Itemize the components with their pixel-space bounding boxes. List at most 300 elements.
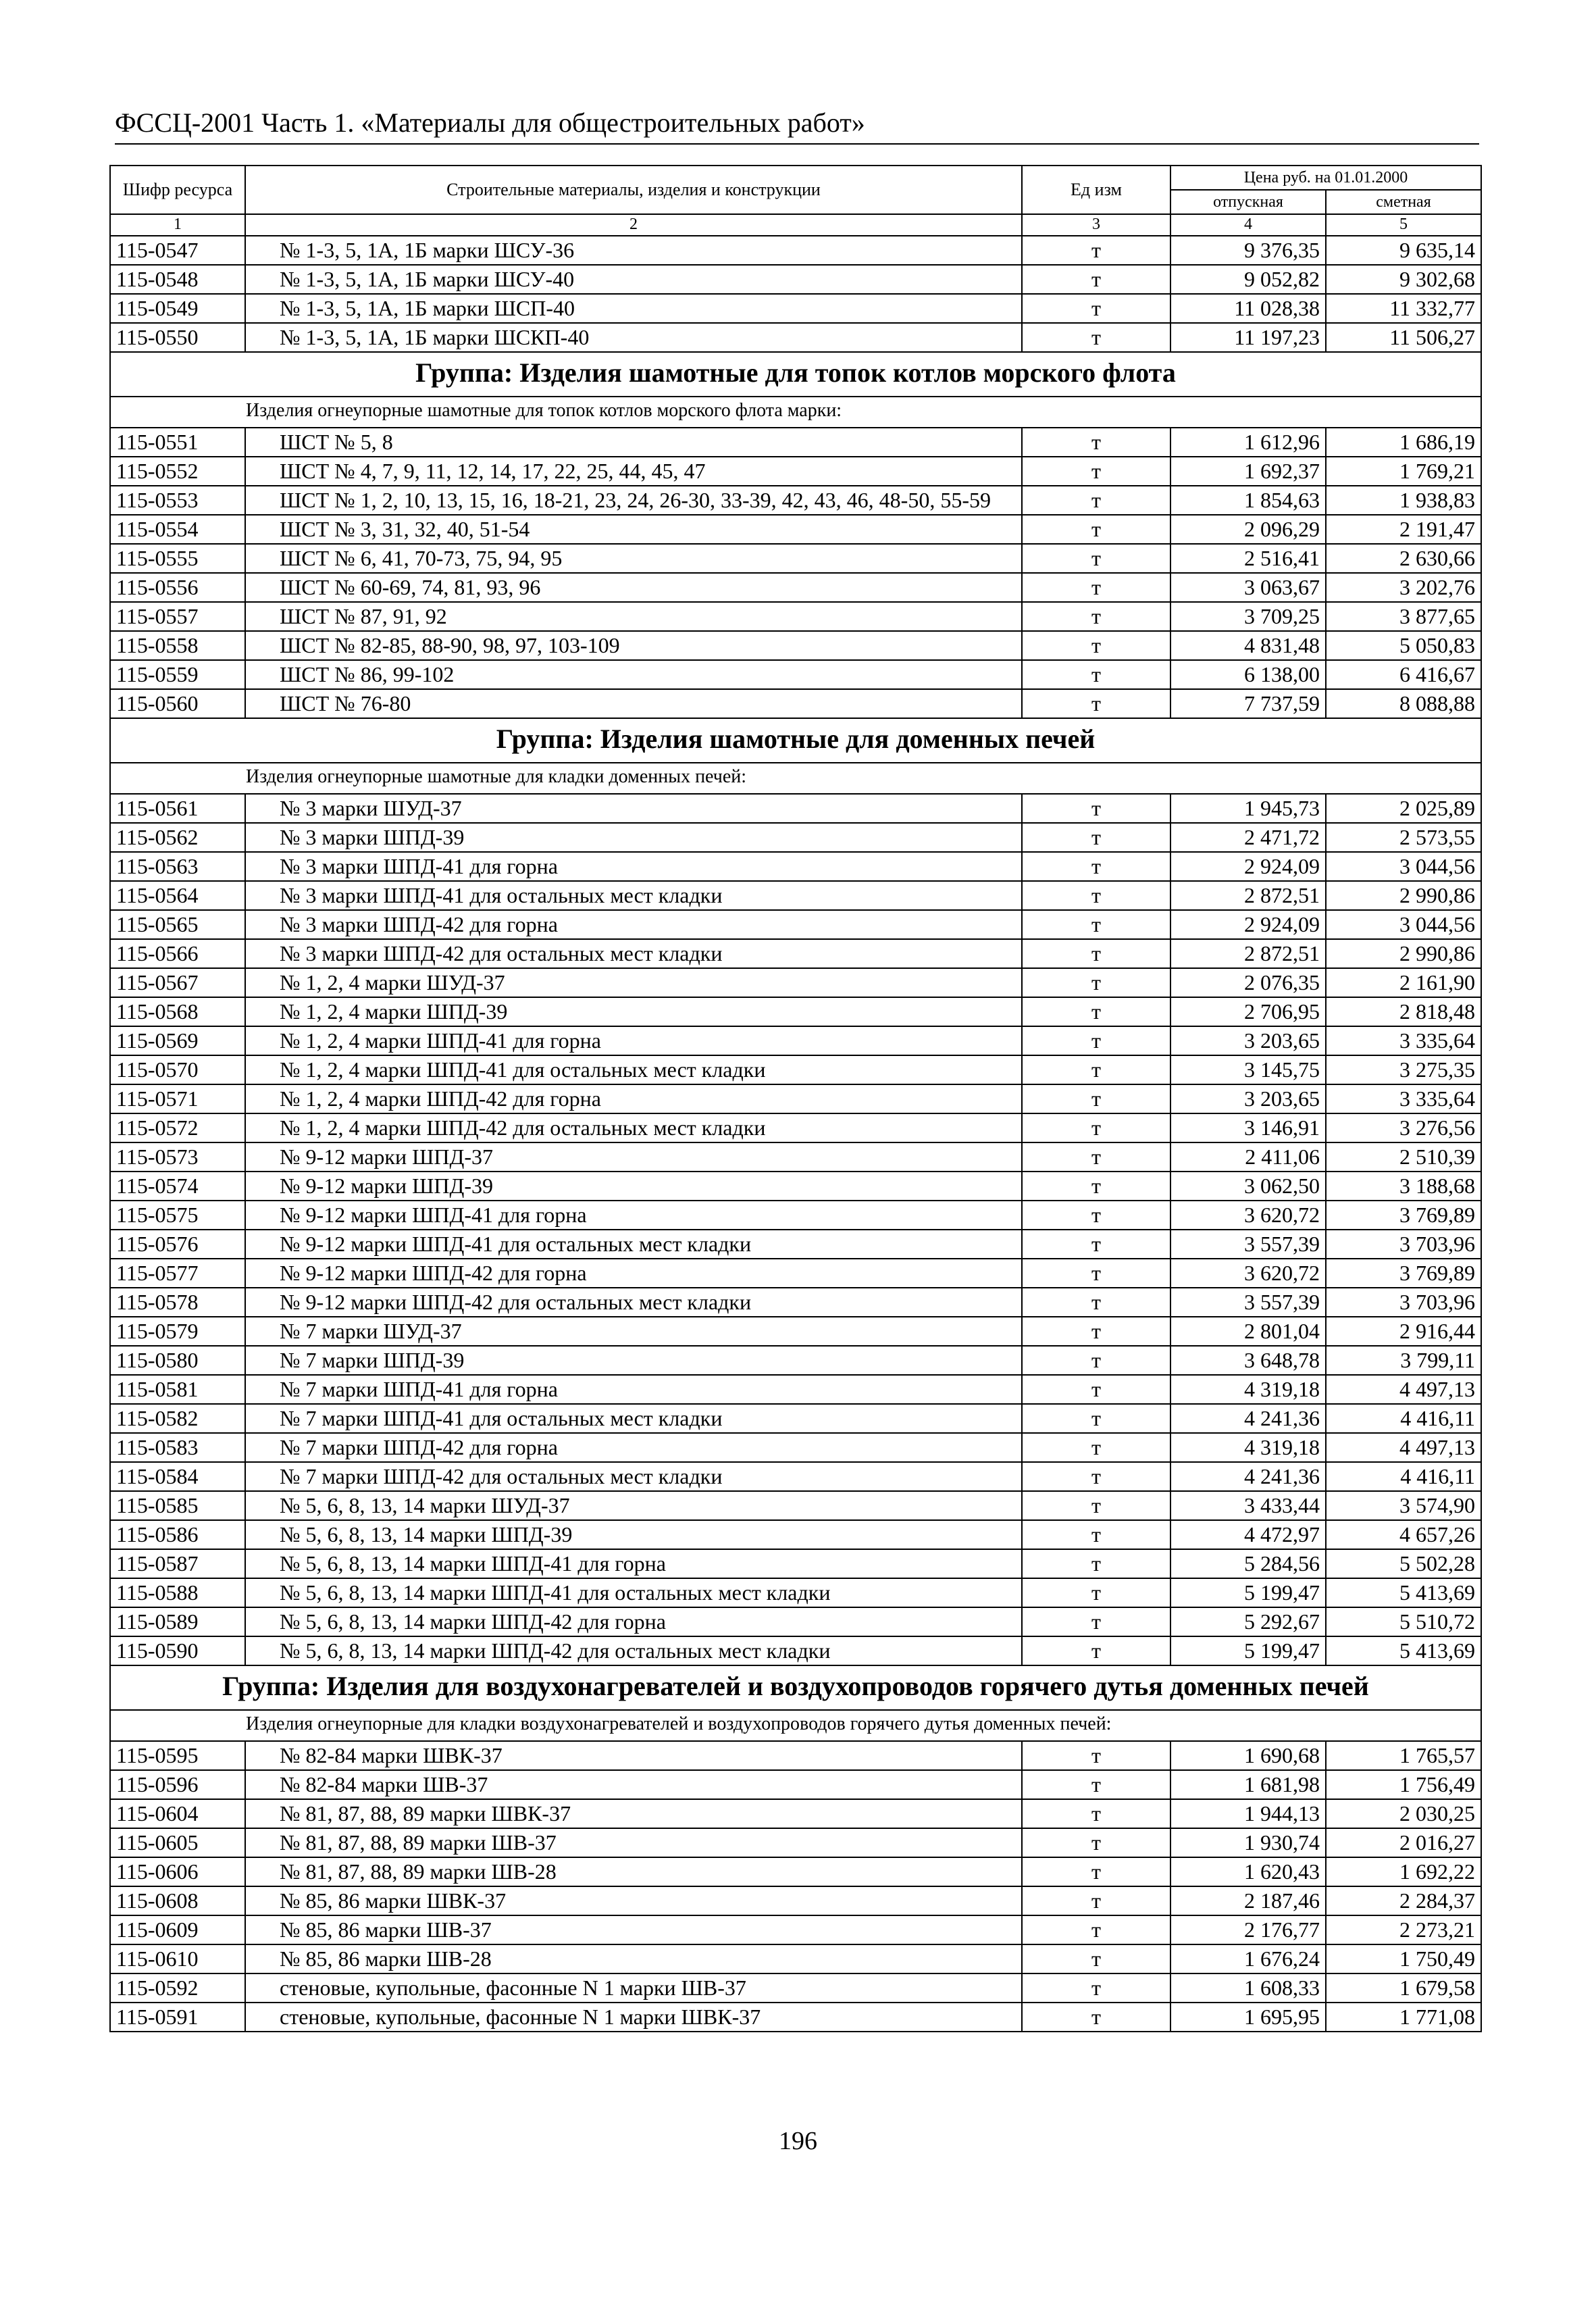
- estimate-price: 2 990,86: [1326, 939, 1481, 968]
- estimate-price: 2 573,55: [1326, 823, 1481, 852]
- estimate-price: 3 703,96: [1326, 1230, 1481, 1259]
- subgroup-title: Изделия огнеупорные для кладки воздухонагревателей и воздухопроводов горячего дутья доменных печей:: [110, 1710, 1481, 1741]
- release-price: 2 411,06: [1170, 1142, 1326, 1172]
- resource-code: 115-0566: [110, 939, 245, 968]
- table-row: [110, 1026, 1481, 1055]
- release-price: 1 620,43: [1170, 1857, 1326, 1886]
- unit-of-measure: т: [1022, 1886, 1170, 1915]
- material-name: № 9-12 марки ШПД-41 для горна: [245, 1201, 1022, 1230]
- resource-code: 115-0552: [110, 457, 245, 486]
- release-price: 1 690,68: [1170, 1741, 1326, 1770]
- estimate-price: 5 050,83: [1326, 631, 1481, 660]
- material-name: № 7 марки ШПД-42 для горна: [245, 1433, 1022, 1462]
- resource-code: 115-0585: [110, 1491, 245, 1520]
- estimate-price: 3 276,56: [1326, 1113, 1481, 1142]
- unit-of-measure: т: [1022, 1915, 1170, 1944]
- resource-code: 115-0562: [110, 823, 245, 852]
- table-row: [110, 1857, 1481, 1886]
- resource-code: 115-0548: [110, 265, 245, 294]
- material-name: № 81, 87, 88, 89 марки ШВ-37: [245, 1828, 1022, 1857]
- table-row: [110, 939, 1481, 968]
- subgroup-row: [110, 763, 1481, 794]
- material-name: № 1, 2, 4 марки ШУД-37: [245, 968, 1022, 997]
- estimate-price: 4 657,26: [1326, 1520, 1481, 1549]
- resource-code: 115-0568: [110, 997, 245, 1026]
- release-price: 3 648,78: [1170, 1346, 1326, 1375]
- release-price: 1 608,33: [1170, 1973, 1326, 2003]
- column-number: 3: [1022, 214, 1170, 236]
- table-row: [110, 1944, 1481, 1973]
- table-row: [110, 544, 1481, 573]
- unit-of-measure: т: [1022, 573, 1170, 602]
- unit-of-measure: т: [1022, 1084, 1170, 1113]
- table-row: [110, 1578, 1481, 1607]
- material-name: № 3 марки ШПД-41 для остальных мест кладки: [245, 881, 1022, 910]
- subgroup-row: [110, 1710, 1481, 1741]
- resource-code: 115-0579: [110, 1317, 245, 1346]
- estimate-price: 3 275,35: [1326, 1055, 1481, 1084]
- header-name: Строительные материалы, изделия и конструкции: [245, 166, 1022, 214]
- unit-of-measure: т: [1022, 1375, 1170, 1404]
- material-name: № 7 марки ШПД-41 для горна: [245, 1375, 1022, 1404]
- release-price: 2 872,51: [1170, 939, 1326, 968]
- resource-code: 115-0580: [110, 1346, 245, 1375]
- estimate-price: 3 335,64: [1326, 1026, 1481, 1055]
- material-name: № 9-12 марки ШПД-37: [245, 1142, 1022, 1172]
- unit-of-measure: т: [1022, 1230, 1170, 1259]
- material-name: № 9-12 марки ШПД-41 для остальных мест кладки: [245, 1230, 1022, 1259]
- table-row: [110, 1201, 1481, 1230]
- release-price: 4 319,18: [1170, 1433, 1326, 1462]
- estimate-price: 2 916,44: [1326, 1317, 1481, 1346]
- material-name: № 85, 86 марки ШВК-37: [245, 1886, 1022, 1915]
- material-name: № 1, 2, 4 марки ШПД-41 для горна: [245, 1026, 1022, 1055]
- release-price: 1 945,73: [1170, 794, 1326, 823]
- table-row: [110, 602, 1481, 631]
- estimate-price: 3 044,56: [1326, 852, 1481, 881]
- unit-of-measure: т: [1022, 236, 1170, 265]
- release-price: 2 076,35: [1170, 968, 1326, 997]
- table-row: [110, 1886, 1481, 1915]
- material-name: № 1, 2, 4 марки ШПД-42 для горна: [245, 1084, 1022, 1113]
- estimate-price: 4 497,13: [1326, 1375, 1481, 1404]
- estimate-price: 1 765,57: [1326, 1741, 1481, 1770]
- release-price: 7 737,59: [1170, 689, 1326, 718]
- material-name: ШСТ № 1, 2, 10, 13, 15, 16, 18-21, 23, 24, 26-30, 33-39, 42, 43, 46, 48-50, 55-59: [245, 486, 1022, 515]
- estimate-price: 2 284,37: [1326, 1886, 1481, 1915]
- table-row: [110, 823, 1481, 852]
- release-price: 9 376,35: [1170, 236, 1326, 265]
- table-row: [110, 1828, 1481, 1857]
- group-title: Группа: Изделия шамотные для топок котлов морского флота: [110, 352, 1481, 397]
- estimate-price: 2 630,66: [1326, 544, 1481, 573]
- estimate-price: 2 990,86: [1326, 881, 1481, 910]
- material-name: № 5, 6, 8, 13, 14 марки ШПД-42 для остальных мест кладки: [245, 1636, 1022, 1665]
- estimate-price: 2 273,21: [1326, 1915, 1481, 1944]
- resource-code: 115-0584: [110, 1462, 245, 1491]
- header-unit: Ед изм: [1022, 166, 1170, 214]
- unit-of-measure: т: [1022, 794, 1170, 823]
- resource-code: 115-0571: [110, 1084, 245, 1113]
- table-row: [110, 1433, 1481, 1462]
- group-row: [110, 718, 1481, 763]
- unit-of-measure: т: [1022, 294, 1170, 323]
- estimate-price: 3 188,68: [1326, 1172, 1481, 1201]
- resource-code: 115-0587: [110, 1549, 245, 1578]
- price-table-wrapper: [109, 165, 1481, 2032]
- resource-code: 115-0586: [110, 1520, 245, 1549]
- estimate-price: 2 016,27: [1326, 1828, 1481, 1857]
- unit-of-measure: т: [1022, 631, 1170, 660]
- unit-of-measure: т: [1022, 265, 1170, 294]
- resource-code: 115-0596: [110, 1770, 245, 1799]
- unit-of-measure: т: [1022, 544, 1170, 573]
- resource-code: 115-0559: [110, 660, 245, 689]
- material-name: № 3 марки ШУД-37: [245, 794, 1022, 823]
- material-name: № 81, 87, 88, 89 марки ШВ-28: [245, 1857, 1022, 1886]
- table-row: [110, 1055, 1481, 1084]
- table-row: [110, 1462, 1481, 1491]
- resource-code: 115-0569: [110, 1026, 245, 1055]
- material-name: № 1, 2, 4 марки ШПД-41 для остальных мест кладки: [245, 1055, 1022, 1084]
- group-row: [110, 1665, 1481, 1710]
- unit-of-measure: т: [1022, 881, 1170, 910]
- column-number: 2: [245, 214, 1022, 236]
- estimate-price: 3 574,90: [1326, 1491, 1481, 1520]
- estimate-price: 5 502,28: [1326, 1549, 1481, 1578]
- resource-code: 115-0558: [110, 631, 245, 660]
- table-row: [110, 881, 1481, 910]
- release-price: 1 944,13: [1170, 1799, 1326, 1828]
- resource-code: 115-0549: [110, 294, 245, 323]
- unit-of-measure: т: [1022, 1828, 1170, 1857]
- table-row: [110, 1741, 1481, 1770]
- table-row: [110, 515, 1481, 544]
- estimate-price: 4 416,11: [1326, 1462, 1481, 1491]
- table-row: [110, 1259, 1481, 1288]
- estimate-price: 1 769,21: [1326, 457, 1481, 486]
- release-price: 3 203,65: [1170, 1026, 1326, 1055]
- estimate-price: 3 703,96: [1326, 1288, 1481, 1317]
- release-price: 1 695,95: [1170, 2003, 1326, 2032]
- material-name: № 7 марки ШПД-39: [245, 1346, 1022, 1375]
- material-name: № 9-12 марки ШПД-42 для горна: [245, 1259, 1022, 1288]
- unit-of-measure: т: [1022, 1172, 1170, 1201]
- resource-code: 115-0565: [110, 910, 245, 939]
- unit-of-measure: т: [1022, 823, 1170, 852]
- resource-code: 115-0591: [110, 2003, 245, 2032]
- estimate-price: 6 416,67: [1326, 660, 1481, 689]
- material-name: стеновые, купольные, фасонные N 1 марки ШВ-37: [245, 1973, 1022, 2003]
- release-price: 5 199,47: [1170, 1636, 1326, 1665]
- estimate-price: 3 799,11: [1326, 1346, 1481, 1375]
- resource-code: 115-0592: [110, 1973, 245, 2003]
- unit-of-measure: т: [1022, 1201, 1170, 1230]
- resource-code: 115-0595: [110, 1741, 245, 1770]
- resource-code: 115-0567: [110, 968, 245, 997]
- release-price: 2 801,04: [1170, 1317, 1326, 1346]
- release-price: 3 433,44: [1170, 1491, 1326, 1520]
- release-price: 2 176,77: [1170, 1915, 1326, 1944]
- unit-of-measure: т: [1022, 323, 1170, 352]
- resource-code: 115-0572: [110, 1113, 245, 1142]
- unit-of-measure: т: [1022, 1799, 1170, 1828]
- release-price: 4 831,48: [1170, 631, 1326, 660]
- estimate-price: 3 877,65: [1326, 602, 1481, 631]
- group-title: Группа: Изделия шамотные для доменных печей: [110, 718, 1481, 763]
- material-name: ШСТ № 6, 41, 70-73, 75, 94, 95: [245, 544, 1022, 573]
- table-row: [110, 631, 1481, 660]
- unit-of-measure: т: [1022, 515, 1170, 544]
- release-price: 2 706,95: [1170, 997, 1326, 1026]
- subgroup-title: Изделия огнеупорные шамотные для топок котлов морского флота марки:: [110, 397, 1481, 428]
- column-number: 4: [1170, 214, 1326, 236]
- unit-of-measure: т: [1022, 1770, 1170, 1799]
- unit-of-measure: т: [1022, 1944, 1170, 1973]
- release-price: 1 692,37: [1170, 457, 1326, 486]
- unit-of-measure: т: [1022, 1636, 1170, 1665]
- release-price: 1 854,63: [1170, 486, 1326, 515]
- table-row: [110, 1288, 1481, 1317]
- table-row: [110, 236, 1481, 265]
- subgroup-title: Изделия огнеупорные шамотные для кладки доменных печей:: [110, 763, 1481, 794]
- material-name: стеновые, купольные, фасонные N 1 марки ШВК-37: [245, 2003, 1022, 2032]
- release-price: 3 062,50: [1170, 1172, 1326, 1201]
- resource-code: 115-0610: [110, 1944, 245, 1973]
- table-row: [110, 1346, 1481, 1375]
- unit-of-measure: т: [1022, 910, 1170, 939]
- unit-of-measure: т: [1022, 1549, 1170, 1578]
- estimate-price: 3 044,56: [1326, 910, 1481, 939]
- resource-code: 115-0578: [110, 1288, 245, 1317]
- table-row: [110, 1520, 1481, 1549]
- unit-of-measure: т: [1022, 1578, 1170, 1607]
- resource-code: 115-0574: [110, 1172, 245, 1201]
- table-row: [110, 910, 1481, 939]
- release-price: 1 681,98: [1170, 1770, 1326, 1799]
- unit-of-measure: т: [1022, 660, 1170, 689]
- table-row: [110, 1636, 1481, 1665]
- release-price: 1 612,96: [1170, 428, 1326, 457]
- unit-of-measure: т: [1022, 1607, 1170, 1636]
- release-price: 2 187,46: [1170, 1886, 1326, 1915]
- material-name: ШСТ № 87, 91, 92: [245, 602, 1022, 631]
- estimate-price: 4 416,11: [1326, 1404, 1481, 1433]
- resource-code: 115-0605: [110, 1828, 245, 1857]
- material-name: № 5, 6, 8, 13, 14 марки ШПД-42 для горна: [245, 1607, 1022, 1636]
- page-number: 196: [779, 2127, 817, 2155]
- estimate-price: 2 161,90: [1326, 968, 1481, 997]
- unit-of-measure: т: [1022, 968, 1170, 997]
- release-price: 1 676,24: [1170, 1944, 1326, 1973]
- resource-code: 115-0550: [110, 323, 245, 352]
- resource-code: 115-0547: [110, 236, 245, 265]
- release-price: 3 557,39: [1170, 1230, 1326, 1259]
- page-header: ФССЦ-2001 Часть 1. «Материалы для общестроительных работ»: [115, 107, 1479, 145]
- material-name: № 5, 6, 8, 13, 14 марки ШПД-39: [245, 1520, 1022, 1549]
- estimate-price: 11 506,27: [1326, 323, 1481, 352]
- unit-of-measure: т: [1022, 1741, 1170, 1770]
- estimate-price: 3 769,89: [1326, 1201, 1481, 1230]
- resource-code: 115-0606: [110, 1857, 245, 1886]
- table-row: [110, 660, 1481, 689]
- table-row: [110, 794, 1481, 823]
- unit-of-measure: т: [1022, 1142, 1170, 1172]
- release-price: 5 199,47: [1170, 1578, 1326, 1607]
- header-price: Цена руб. на 01.01.2000: [1170, 166, 1481, 190]
- material-name: № 5, 6, 8, 13, 14 марки ШУД-37: [245, 1491, 1022, 1520]
- resource-code: 115-0557: [110, 602, 245, 631]
- material-name: № 85, 86 марки ШВ-28: [245, 1944, 1022, 1973]
- release-price: 11 197,23: [1170, 323, 1326, 352]
- material-name: ШСТ № 5, 8: [245, 428, 1022, 457]
- table-row: [110, 1375, 1481, 1404]
- table-row: [110, 265, 1481, 294]
- estimate-price: 8 088,88: [1326, 689, 1481, 718]
- estimate-price: 2 191,47: [1326, 515, 1481, 544]
- release-price: 4 241,36: [1170, 1404, 1326, 1433]
- table-row: [110, 689, 1481, 718]
- table-row: [110, 1084, 1481, 1113]
- estimate-price: 1 686,19: [1326, 428, 1481, 457]
- unit-of-measure: т: [1022, 1055, 1170, 1084]
- unit-of-measure: т: [1022, 1346, 1170, 1375]
- unit-of-measure: т: [1022, 2003, 1170, 2032]
- release-price: 3 063,67: [1170, 573, 1326, 602]
- release-price: 3 145,75: [1170, 1055, 1326, 1084]
- material-name: № 7 марки ШУД-37: [245, 1317, 1022, 1346]
- material-name: ШСТ № 86, 99-102: [245, 660, 1022, 689]
- table-row: [110, 1113, 1481, 1142]
- material-name: ШСТ № 76-80: [245, 689, 1022, 718]
- release-price: 2 471,72: [1170, 823, 1326, 852]
- estimate-price: 1 756,49: [1326, 1770, 1481, 1799]
- header-code: Шифр ресурса: [110, 166, 245, 214]
- material-name: № 85, 86 марки ШВ-37: [245, 1915, 1022, 1944]
- resource-code: 115-0588: [110, 1578, 245, 1607]
- material-name: № 3 марки ШПД-39: [245, 823, 1022, 852]
- unit-of-measure: т: [1022, 1026, 1170, 1055]
- price-table: [109, 165, 1482, 2032]
- unit-of-measure: т: [1022, 689, 1170, 718]
- table-row: [110, 1404, 1481, 1433]
- resource-code: 115-0555: [110, 544, 245, 573]
- estimate-price: 1 679,58: [1326, 1973, 1481, 2003]
- resource-code: 115-0576: [110, 1230, 245, 1259]
- table-row: [110, 852, 1481, 881]
- estimate-price: 5 510,72: [1326, 1607, 1481, 1636]
- resource-code: 115-0575: [110, 1201, 245, 1230]
- resource-code: 115-0608: [110, 1886, 245, 1915]
- estimate-price: 2 818,48: [1326, 997, 1481, 1026]
- material-name: № 1, 2, 4 марки ШПД-39: [245, 997, 1022, 1026]
- estimate-price: 5 413,69: [1326, 1636, 1481, 1665]
- unit-of-measure: т: [1022, 1973, 1170, 2003]
- table-row: [110, 1973, 1481, 2003]
- release-price: 5 284,56: [1170, 1549, 1326, 1578]
- estimate-price: 9 635,14: [1326, 236, 1481, 265]
- release-price: 3 620,72: [1170, 1201, 1326, 1230]
- resource-code: 115-0589: [110, 1607, 245, 1636]
- estimate-price: 1 750,49: [1326, 1944, 1481, 1973]
- resource-code: 115-0577: [110, 1259, 245, 1288]
- unit-of-measure: т: [1022, 486, 1170, 515]
- unit-of-measure: т: [1022, 1857, 1170, 1886]
- estimate-price: 1 692,22: [1326, 1857, 1481, 1886]
- material-name: № 81, 87, 88, 89 марки ШВК-37: [245, 1799, 1022, 1828]
- release-price: 9 052,82: [1170, 265, 1326, 294]
- release-price: 4 319,18: [1170, 1375, 1326, 1404]
- release-price: 6 138,00: [1170, 660, 1326, 689]
- resource-code: 115-0573: [110, 1142, 245, 1172]
- unit-of-measure: т: [1022, 602, 1170, 631]
- release-price: 3 709,25: [1170, 602, 1326, 631]
- table-row: [110, 997, 1481, 1026]
- header-release: отпускная: [1170, 190, 1326, 214]
- unit-of-measure: т: [1022, 997, 1170, 1026]
- estimate-price: 1 938,83: [1326, 486, 1481, 515]
- table-row: [110, 1770, 1481, 1799]
- resource-code: 115-0560: [110, 689, 245, 718]
- table-row: [110, 1172, 1481, 1201]
- unit-of-measure: т: [1022, 1113, 1170, 1142]
- release-price: 3 146,91: [1170, 1113, 1326, 1142]
- unit-of-measure: т: [1022, 1520, 1170, 1549]
- table-row: [110, 1491, 1481, 1520]
- material-name: № 7 марки ШПД-42 для остальных мест кладки: [245, 1462, 1022, 1491]
- group-title: Группа: Изделия для воздухонагревателей и воздухопроводов горячего дутья доменных печей: [110, 1665, 1481, 1710]
- release-price: 11 028,38: [1170, 294, 1326, 323]
- unit-of-measure: т: [1022, 428, 1170, 457]
- material-name: № 1-3, 5, 1А, 1Б марки ШСУ-36: [245, 236, 1022, 265]
- table-row: [110, 457, 1481, 486]
- table-row: [110, 968, 1481, 997]
- column-number: 1: [110, 214, 245, 236]
- release-price: 4 241,36: [1170, 1462, 1326, 1491]
- unit-of-measure: т: [1022, 1317, 1170, 1346]
- unit-of-measure: т: [1022, 1462, 1170, 1491]
- estimate-price: 4 497,13: [1326, 1433, 1481, 1462]
- resource-code: 115-0609: [110, 1915, 245, 1944]
- table-row: [110, 294, 1481, 323]
- estimate-price: 5 413,69: [1326, 1578, 1481, 1607]
- estimate-price: 11 332,77: [1326, 294, 1481, 323]
- release-price: 5 292,67: [1170, 1607, 1326, 1636]
- group-row: [110, 352, 1481, 397]
- estimate-price: 9 302,68: [1326, 265, 1481, 294]
- table-row: [110, 428, 1481, 457]
- table-row: [110, 1915, 1481, 1944]
- resource-code: 115-0582: [110, 1404, 245, 1433]
- estimate-price: 2 025,89: [1326, 794, 1481, 823]
- release-price: 3 557,39: [1170, 1288, 1326, 1317]
- material-name: № 1-3, 5, 1А, 1Б марки ШСКП-40: [245, 323, 1022, 352]
- resource-code: 115-0553: [110, 486, 245, 515]
- table-row: [110, 1230, 1481, 1259]
- table-body: [110, 236, 1481, 2032]
- unit-of-measure: т: [1022, 1259, 1170, 1288]
- material-name: № 1-3, 5, 1А, 1Б марки ШСП-40: [245, 294, 1022, 323]
- estimate-price: 2 030,25: [1326, 1799, 1481, 1828]
- resource-code: 115-0590: [110, 1636, 245, 1665]
- release-price: 2 096,29: [1170, 515, 1326, 544]
- material-name: № 3 марки ШПД-41 для горна: [245, 852, 1022, 881]
- resource-code: 115-0551: [110, 428, 245, 457]
- resource-code: 115-0604: [110, 1799, 245, 1828]
- table-row: [110, 1317, 1481, 1346]
- unit-of-measure: т: [1022, 1404, 1170, 1433]
- material-name: ШСТ № 60-69, 74, 81, 93, 96: [245, 573, 1022, 602]
